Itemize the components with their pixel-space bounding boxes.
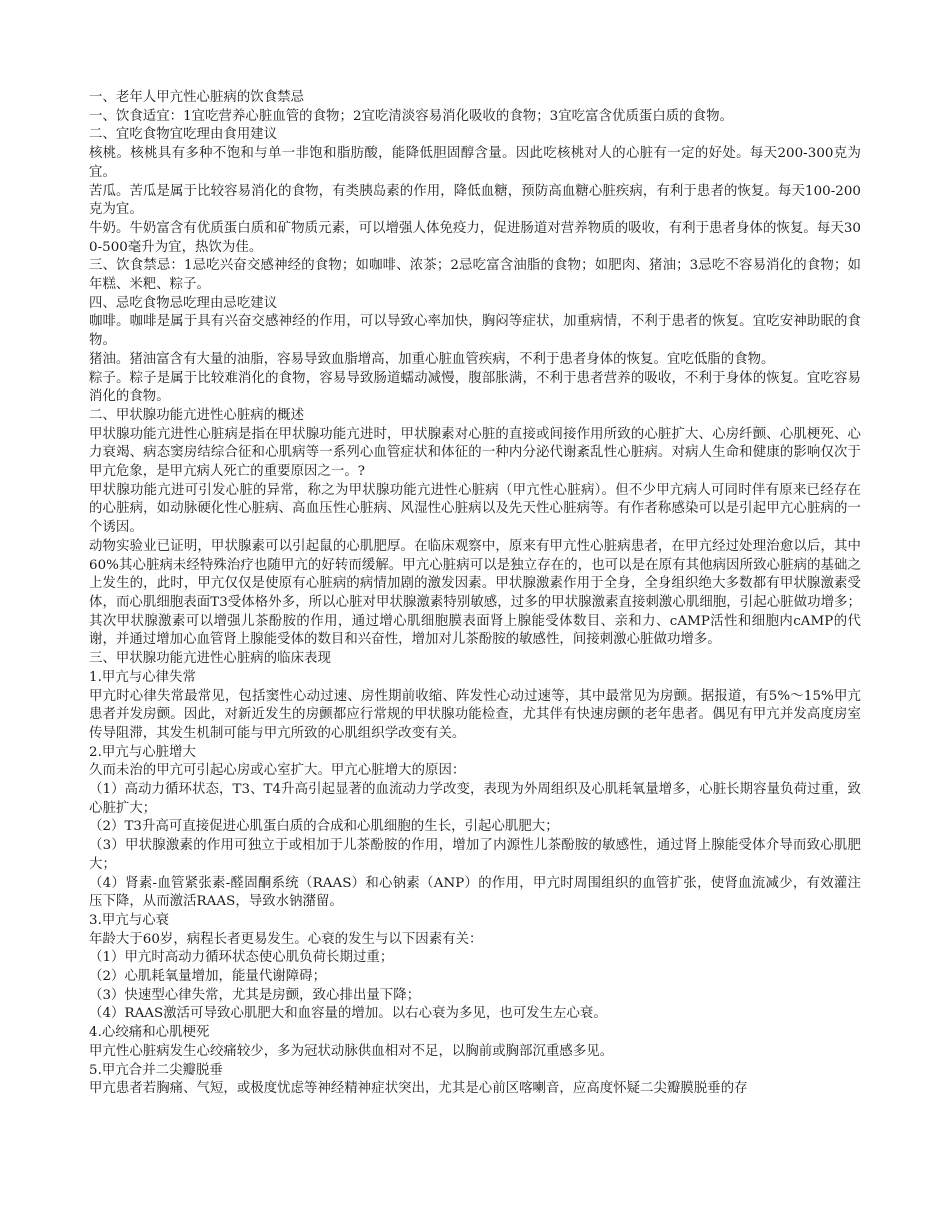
- section-heading: 4.心绞痛和心肌梗死: [89, 1025, 210, 1041]
- paragraph: （2）心肌耗氧量增加，能量代谢障碍；: [89, 969, 327, 985]
- document-body: [89, 89, 861, 1099]
- section-heading: 2.甲亢与心脏增大: [89, 744, 196, 760]
- paragraph: 甲状腺功能亢进可引发心脏的异常，称之为甲状腺功能亢进性心脏病（甲亢性心脏病）。但不少甲亢病人可同时伴有原来已经存在的心脏病，如动脉硬化性心脏病、高血压性心脏病、风湿性心脏病以及先天性心脏病等。有作者称感染可以是引起甲亢心脏病的一个诱因。: [89, 482, 861, 536]
- paragraph: （3）快速型心律失常，尤其是房颤，致心排出量下降；: [89, 987, 421, 1003]
- paragraph: （1）高动力循环状态，T3、T4升高引起显著的血流动力学改变，表现为外周组织及心肌耗氧量增多，心脏长期容量负荷过重，致心脏扩大；: [89, 782, 861, 816]
- paragraph: 核桃。核桃具有多种不饱和与单一非饱和脂肪酸，能降低胆固醇含量。因此吃核桃对人的心脏有一定的好处。每天200-300克为宜。: [89, 146, 861, 180]
- section-heading: 三、甲状腺功能亢进性心脏病的临床表现: [89, 651, 331, 667]
- paragraph: 三、饮食禁忌：1忌吃兴奋交感神经的食物；如咖啡、浓茶；2忌吃富含油脂的食物；如肥肉、猪油；3忌吃不容易消化的食物；如年糕、米粑、粽子。: [89, 258, 861, 293]
- paragraph: 咖啡。咖啡是属于具有兴奋交感神经的作用，可以导致心率加快，胸闷等症状，加重病情，不利于患者的恢复。宜吃安神助眠的食物。: [89, 314, 861, 349]
- section-heading: 一、老年人甲亢性心脏病的饮食禁忌: [89, 90, 305, 105]
- paragraph: 甲亢时心律失常最常见，包括窦性心动过速、房性期前收缩、阵发性心动过速等，其中最常见为房颤。据报道，有5%～15%甲亢患者并发房颤。因此，对新近发生的房颤都应行常规的甲状腺功能检查，尤其伴有快速房颤的老年患者。偶见有甲亢并发高度房室传导阻滞，其发生机制可能与甲亢所致的心肌组织学改变有关。: [89, 688, 861, 741]
- paragraph: 动物实验业已证明，甲状腺素可以引起鼠的心肌肥厚。在临床观察中，原来有甲亢性心脏病患者，在甲亢经过处理治愈以后，其中60%其心脏病未经特殊治疗也随甲亢的好转而缓解。甲亢心脏病可以是独立存在的，也可以是在原有其他病因所致心脏病的基础之上发生的，此时，甲亢仅仅是使原有心脏病的病情加剧的激发因素。甲状腺激素作用于全身，全身组织绝大多数都有甲状腺激素受体，而心肌细胞表面T3受体格外多，所以心脏对甲状腺激素特别敏感，过多的甲状腺激素直接刺激心肌细胞，引起心脏做功增多；其次甲状腺激素可以增强儿茶酚胺的作用，通过增心肌细胞膜表面肾上腺能受体数目、亲和力、cAMP活性和细胞内cAMP的代谢，并通过增加心血管肾上腺能受体的数目和兴奋性，增加对儿茶酚胺的敏感性，间接刺激心脏做功增多。: [89, 538, 861, 648]
- paragraph: 苦瓜。苦瓜是属于比较容易消化的食物，有类胰岛素的作用，降低血糖，预防高血糖心脏疾病，有利于患者的恢复。每天100-200克为宜。: [89, 183, 861, 218]
- paragraph: 甲亢患者若胸痛、气短，或极度忧虑等神经精神症状突出，尤其是心前区喀喇音，应高度怀疑二尖瓣膜脱垂的存: [89, 1081, 748, 1097]
- paragraph: 一、饮食适宜：1宜吃营养心脏血管的食物；2宜吃清淡容易消化吸收的食物；3宜吃富含优质蛋白质的食物。: [89, 108, 733, 124]
- section-heading: 二、宜吃食物宜吃理由食用建议: [89, 127, 278, 143]
- paragraph: （4）RAAS激活可导致心肌肥大和血容量的增加。以右心衰为多见，也可发生左心衰。: [89, 1006, 607, 1022]
- paragraph: 甲亢性心脏病发生心绞痛较少，多为冠状动脉供血相对不足，以胸前或胸部沉重感多见。: [89, 1043, 614, 1059]
- paragraph: （4）肾素-血管紧张素-醛固酮系统（RAAS）和心钠素（ANP）的作用，甲亢时周围组织的血管扩张，使肾血流减少，有效灌注压下降，从而激活RAAS，导致水钠潴留。: [89, 875, 861, 910]
- paragraph: （1）甲亢时高动力循环状态使心肌负荷长期过重；: [89, 950, 394, 966]
- section-heading: 5.甲亢合并二尖瓣脱垂: [89, 1062, 223, 1078]
- paragraph: 甲状腺功能亢进性心脏病是指在甲状腺功能亢进时，甲状腺素对心脏的直接或间接作用所致的心脏扩大、心房纤颤、心肌梗死、心力衰竭、病态窦房结综合征和心肌病等一系列心血管症状和体征的一种内分泌代谢紊乱性心脏病。对病人生命和健康的影响仅次于甲亢危象，是甲亢病人死亡的重要原因之一。?: [89, 426, 861, 480]
- section-heading: 3.甲亢与心衰: [89, 912, 170, 928]
- section-heading: 二、甲状腺功能亢进性心脏病的概述: [89, 407, 305, 423]
- paragraph: 牛奶。牛奶富含有优质蛋白质和矿物质元素，可以增强人体免疫力，促进肠道对营养物质的吸收，有利于患者身体的恢复。每天300-500毫升为宜，热饮为佳。: [89, 220, 861, 255]
- paragraph: （2）T3升高可直接促进心肌蛋白质的合成和心肌细胞的生长，引起心肌肥大；: [89, 819, 559, 835]
- paragraph: 久而未治的甲亢可引起心房或心室扩大。甲亢心脏增大的原因：: [89, 763, 466, 779]
- paragraph: （3）甲状腺激素的作用可独立于或相加于儿茶酚胺的作用，增加了内源性儿茶酚胺的敏感性，通过肾上腺能受体介导而致心肌肥大；: [89, 838, 861, 872]
- paragraph: 粽子。粽子是属于比较难消化的食物，容易导致肠道蠕动减慢，腹部胀满，不利于患者营养的吸收，不利于身体的恢复。宜吃容易消化的食物。: [89, 370, 861, 405]
- section-heading: 四、忌吃食物忌吃理由忌吃建议: [89, 295, 278, 311]
- paragraph: 年龄大于60岁，病程长者更易发生。心衰的发生与以下因素有关：: [89, 931, 483, 947]
- section-heading: 1.甲亢与心律失常: [89, 669, 196, 685]
- paragraph: 猪油。猪油富含有大量的油脂，容易导致血脂增高，加重心脏血管疾病，不利于患者身体的恢复。宜吃低脂的食物。: [89, 351, 775, 367]
